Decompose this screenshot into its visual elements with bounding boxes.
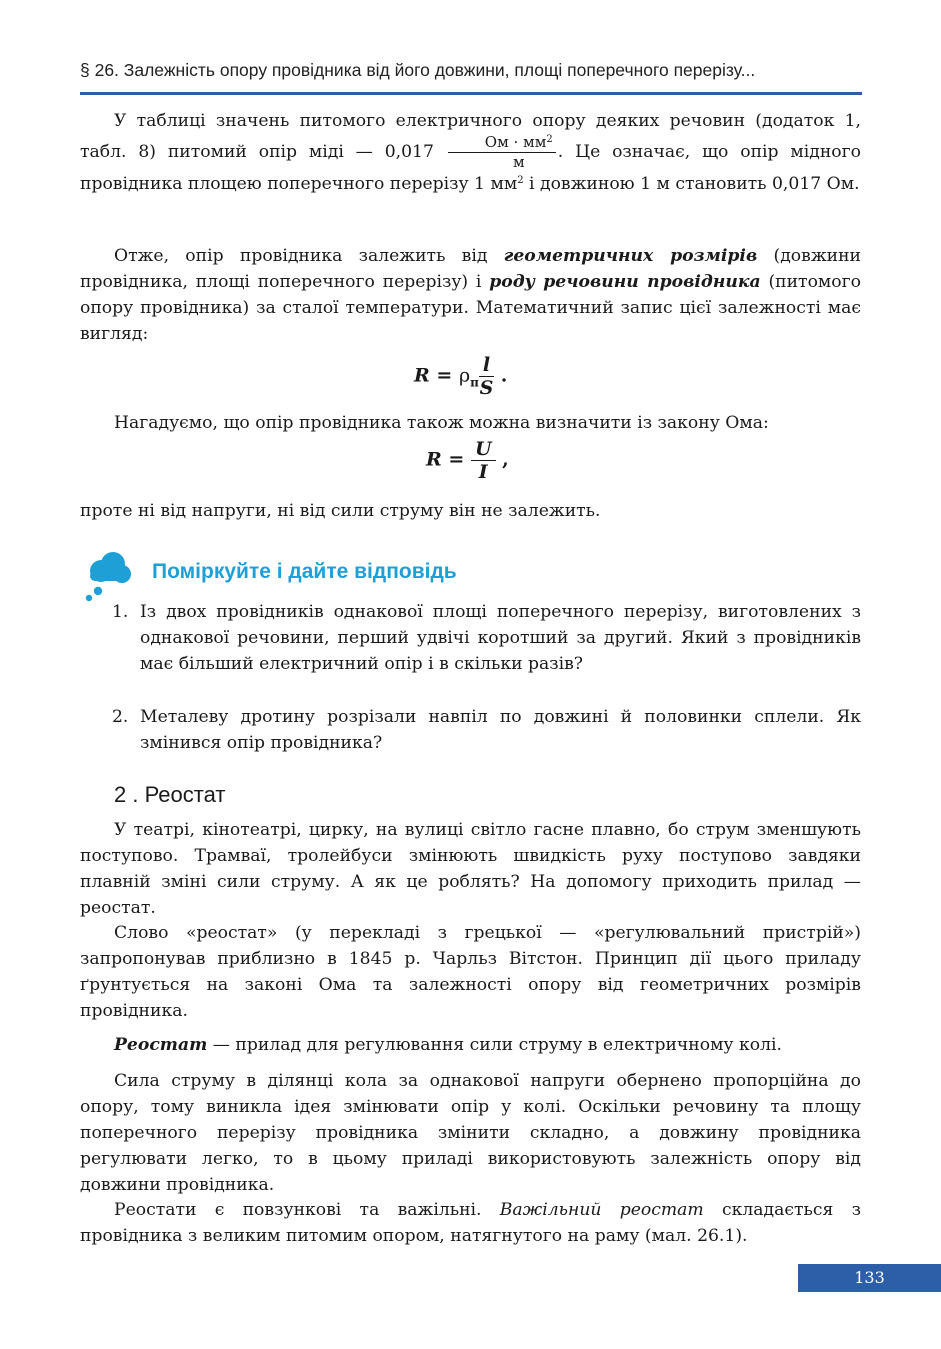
question-text: Із двох провідників однакової площі поперечного перерізу, виготовлених з однакової речовини, перший удвічі коротший за другий. Який з провідників має більший електричний опір і в скільки разів? — [140, 602, 861, 674]
paragraph-etymology: Слово «реостат» (у перекладі з грецької — «регулювальний пристрій») запропонував приблизно в 1845 р. Чарльз Вітстон. Принцип дії цього приладу ґрунтується на законі Ома та залежності опору від геометричних розмірів провідника. — [80, 923, 861, 1021]
formula-rho: ρ — [458, 364, 471, 387]
question-text: Металеву дротину розрізали навпіл по довжині й половинки сплели. Як змінився опір провідника? — [140, 707, 861, 753]
formula-denominator: I — [478, 461, 488, 483]
question-item — [112, 599, 861, 677]
term-rheostat: Реостат — [114, 1035, 208, 1055]
text: (питомого опору провідника) за сталої температури. Математичний запис цієї залежності має вигляд: — [80, 272, 861, 344]
formula-tail: . — [494, 364, 508, 387]
paragraph-copper-resistivity — [80, 108, 861, 197]
paragraph-independence: проте ні від напруги, ні від сили струму він не залежить. — [80, 501, 601, 521]
unit-fraction — [448, 134, 556, 171]
emphasis-geometric: геометричних розмірів — [503, 246, 758, 266]
page-number: 133 — [798, 1264, 941, 1292]
text: . Це означає, що опір мідного провідника площею поперечного перерізу 1 мм — [80, 142, 861, 194]
question-number: 2. — [112, 707, 129, 727]
formula-fraction — [479, 354, 494, 399]
formula-denominator: S — [479, 377, 494, 399]
formula-numerator: l — [479, 354, 494, 377]
section-heading: 2 . Реостат — [114, 782, 226, 807]
paragraph-ohm-law: Нагадуємо, що опір провідника також можна визначити із закону Ома: — [114, 413, 769, 433]
paragraph-types — [80, 1197, 861, 1249]
formula-tail: , — [495, 448, 509, 471]
paragraph-theatre: У театрі, кінотеатрі, цирку, на вулиці світло гасне плавно, бо струм зменшують поступово. Трамваї, тролейбуси змінюють швидкість руху поступово завдяки плавній зміні сили струму. А як це роблять? На допомогу приходить прилад — реостат. — [80, 820, 861, 918]
formula-numerator: U — [471, 438, 496, 461]
formula-eq: = — [429, 364, 459, 387]
text: — прилад для регулювання сили струму в електричному колі. — [207, 1035, 782, 1055]
text: (довжини провідника, площі поперечного перерізу) і — [80, 246, 861, 292]
text: Реостати є повзункові та важільні. — [114, 1200, 500, 1220]
running-header: § 26. Залежність опору провідника від його довжини, площі поперечного перерізу... — [80, 60, 756, 80]
text: Отже, опір провідника залежить від — [114, 246, 504, 266]
question-item — [112, 704, 861, 756]
formula-ohm-law — [426, 438, 509, 483]
formula-lhs: R — [414, 364, 430, 387]
formula-fraction — [471, 438, 496, 483]
think-section-title: Поміркуйте і дайте відповідь — [152, 560, 457, 583]
text: У таблиці значень питомого електричного опору деяких речовин (додаток 1, табл. 8) питомий опір міді — 0,017 — [80, 111, 861, 162]
text: складається з провідника з великим питомим опором, натягнутого на раму (мал. 26.1). — [80, 1200, 861, 1246]
unit-denominator: м — [512, 153, 525, 171]
formula-lhs: R — [426, 448, 442, 471]
formula-resistance-geometry — [414, 354, 507, 399]
cloud-icon — [84, 550, 132, 604]
paragraph-principle: Сила струму в ділянці кола за однакової напруги обернено пропорційна до опору, тому виникла ідея змінювати опір у колі. Оскільки речовину та площу поперечного перерізу провідника змінити складно, а довжину провідника регулювати легко, то в цьому приладі використовують залежність опору від довжини провідника. — [80, 1071, 861, 1195]
formula-eq: = — [441, 448, 471, 471]
paragraph-dependence — [80, 243, 861, 347]
question-number: 1. — [112, 602, 129, 622]
unit-numerator: Ом · мм — [484, 133, 547, 151]
emphasis-lever-rheostat: Важільний реостат — [499, 1200, 704, 1220]
text: і довжиною 1 м становить 0,017 Ом. — [523, 174, 860, 194]
emphasis-substance: роду речовини провідника — [489, 272, 761, 292]
definition-rheostat — [80, 1032, 861, 1058]
formula-rho-sub: п — [470, 375, 479, 390]
unit-superscript: 2 — [546, 134, 553, 145]
superscript: 2 — [517, 175, 524, 186]
header-divider — [80, 92, 862, 95]
